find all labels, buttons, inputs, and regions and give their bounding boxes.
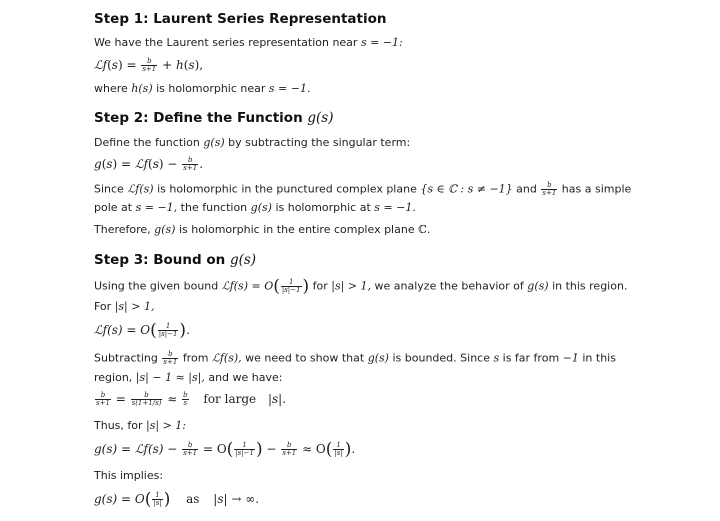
- fraction-one-over-abs-s: $\frac{1}{|s|}$: [334, 441, 343, 457]
- fraction-b-over-s: $\frac{b}{s}$: [183, 391, 188, 407]
- fraction-b-over-s-plus-1: $\frac{b}{s+1}$: [282, 441, 297, 457]
- step3-region-text: region, |s| − 1 ≈ |s|, and we have:: [94, 371, 283, 384]
- fraction-b-over-s-plus-1: $\frac{b}{s+1}$: [96, 391, 110, 407]
- step3-heading: Step 3: Bound on g(s): [94, 252, 257, 268]
- fraction-one-over-abs-s-minus-1: $\frac{1}{|s|-1}$: [235, 441, 254, 457]
- step1-intro: We have the Laurent series representation near s = −1:: [94, 36, 403, 49]
- fraction-one-over-abs-s-minus-1: $\frac{1}{|s|-1}$: [158, 322, 178, 338]
- step3-thus-text: Thus, for |s| > 1:: [94, 419, 186, 432]
- fraction-b-over-s-plus-1: $\frac{b}{s+1}$: [542, 181, 557, 197]
- step3-bound-equation: ℒf(s) = O( $\frac{1}{|s|-1}$ ).: [94, 320, 190, 341]
- step2-since-text: Since ℒf(s) is holomorphic in the punctured complex plane {s ∈ ℂ : s ≠ −1} and $\frac{b}{s+1}$ has a simple: [94, 181, 632, 197]
- step1-where-text: where h(s) is holomorphic near s = −1.: [94, 82, 311, 95]
- step3-using-text: Using the given bound ℒf(s) = O( $\frac{1}{|s|-1}$ ) for |s| > 1, we analyze the behavior of g(s) in this region.: [94, 276, 628, 297]
- step2-g-equation: g(s) = ℒf(s) − $\frac{b}{s+1}$ .: [94, 156, 204, 172]
- step1-laurent-equation: ℒf(s) = $\frac{b}{s+1}$ + h(s),: [94, 57, 204, 73]
- fraction-b-over-s-plus-1: $\frac{b}{s+1}$: [142, 57, 157, 73]
- fraction-b-over-s-plus-1: $\frac{b}{s+1}$: [183, 156, 198, 172]
- fraction-b-over-s-plus-1: $\frac{b}{s+1}$: [163, 350, 178, 366]
- step3-g-bound-equation: g(s) = ℒf(s) − $\frac{b}{s+1}$ = O( $\frac{1}{|s|-1}$ ) − $\frac{b}{s+1}$ ≈ O( $\frac{1}{|s|}$ ).: [94, 439, 356, 460]
- fraction-b-over-s-one-plus: $\frac{b}{s(1+1/s)}$: [131, 391, 162, 407]
- step3-final-equation: g(s) = O( $\frac{1}{|s|}$ ) as |s| → ∞.: [94, 489, 260, 510]
- step1-heading: Step 1: Laurent Series Representation: [94, 11, 387, 27]
- fraction-one-over-abs-s-minus-1: $\frac{1}{|s|-1}$: [281, 278, 301, 294]
- fraction-b-over-s-plus-1: $\frac{b}{s+1}$: [183, 441, 198, 457]
- step2-pole-text: pole at s = −1, the function g(s) is holomorphic at s = −1.: [94, 201, 416, 214]
- step2-heading: Step 2: Define the Function g(s): [94, 110, 334, 126]
- step3-for-text: For |s| > 1,: [94, 300, 155, 313]
- step2-therefore-text: Therefore, g(s) is holomorphic in the entire complex plane ℂ.: [94, 223, 431, 236]
- step3-subtracting-text: Subtracting $\frac{b}{s+1}$ from ℒf(s), we need to show that g(s) is bounded. Since s is far from −1 in this: [94, 350, 616, 366]
- step2-define-text: Define the function g(s) by subtracting the singular term:: [94, 136, 411, 149]
- fraction-one-over-abs-s: $\frac{1}{|s|}$: [153, 491, 162, 507]
- step3-implies-text: This implies:: [94, 469, 164, 482]
- step3-approx-equation: $\frac{b}{s+1}$ = $\frac{b}{s(1+1/s)}$ ≈ $\frac{b}{s}$ for large |s|.: [96, 391, 287, 407]
